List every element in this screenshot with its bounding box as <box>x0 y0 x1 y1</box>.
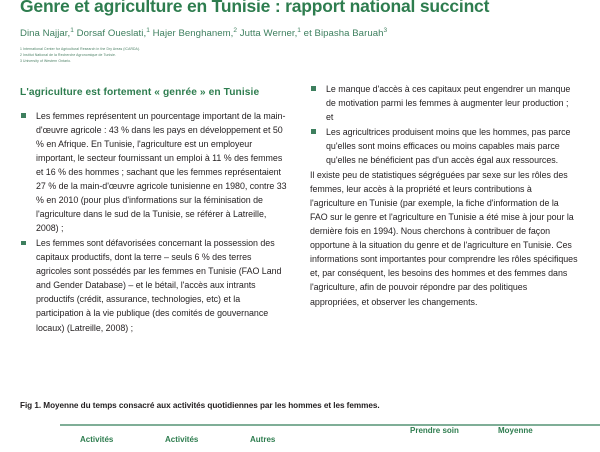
list-item: Les femmes représentent un pourcentage important de la main-d'œuvre agricole : 43 % dans les pays en développement et 50 % en Afrique. En Tunisie, l'agriculture est un employeur important, le secteur fournissant un emploi à 11 % des femmes et 16 % des hommes ; sachant que les femmes représentaient 27 % de la main-d'œuvre agricole tunisienne en 1980, contre 33 % en 2010 (pour plus d'informations sur la féminisation de l'agriculture dans le sud de la Tunisie, se référer à Latreille, 2008) ; <box>20 109 288 236</box>
right-column <box>310 82 578 336</box>
footnote-item: 2 Institut National de la Recherche Agronomique de Tunisie. <box>20 52 116 57</box>
figure-caption: Fig 1. Moyenne du temps consacré aux activités quotidiennes par les hommes et les femmes. <box>20 401 380 410</box>
author-affiliation-marker: 1 <box>70 27 74 35</box>
table-header-row <box>20 426 580 452</box>
left-column <box>20 109 288 336</box>
list-item: Les femmes sont défavorisées concernant la possession des capitaux productifs, dont la terre – seuls 6 % des terres agricoles sont possédés par les femmes en Tunisie (FAO Land and Gender Database) – et le bétail, l'accès aux intrants productifs (crédit, assurance, technologies, etc) et la participation à la vie publique (des comités de gouvernance locaux) (Latreille, 2008) ; <box>20 236 288 334</box>
figure-table <box>20 424 580 452</box>
table-column-header: Activités <box>165 434 199 444</box>
table-column-header: Activités <box>80 434 114 444</box>
author-entry: Dina Najjar,$^1$ <box>20 27 74 40</box>
author-affiliation-marker: 2 <box>233 27 238 35</box>
author-entry: Dorsaf Oueslati,$^1$ <box>73 27 150 40</box>
author-affiliation-marker: 1 <box>146 27 150 35</box>
list-item: Les agricultrices produisent moins que les hommes, pas parce qu'elles sont moins efficaces ou moins capables mais parce qu'elles ne bénéficient pas d'un accès égal aux ressources. <box>310 125 578 167</box>
right-bullet-list <box>310 82 578 167</box>
footnote-block <box>20 47 580 65</box>
author-entry: Hajer Benghanem,$^2$ <box>149 27 238 40</box>
footnote-item: 3 University of Western Ontario. <box>20 58 72 63</box>
section-heading: L'agriculture est fortement « genrée » en Tunisie <box>20 86 260 98</box>
left-bullet-list <box>20 109 288 335</box>
table-column-header: Autres <box>250 434 276 444</box>
table-column-header: Moyenne <box>498 425 533 435</box>
author-entry: Jutta Werner,$^1$ <box>237 27 301 40</box>
page-title: Genre et agriculture en Tunisie : rapport national succinct <box>20 0 490 16</box>
footnote-item: 1 International Center for Agricultural Research in the Dry Areas (ICARDA). <box>20 46 141 51</box>
table-column-header: Prendre soin <box>410 425 459 435</box>
author-entry: et Bipasha Baruah$^3$ <box>300 27 388 40</box>
list-item: Le manque d'accès à ces capitaux peut engendrer un manque de motivation parmi les femmes à augmenter leur production ; et <box>310 82 578 124</box>
right-column-paragraph: Il existe peu de statistiques ségréguées par sexe sur les rôles des femmes, leur accès à la propriété et leurs contributions à l'agriculture en Tunisie (par exemple, la fiche d'information de la FAO sur le genre et l'agriculture en Tunisie a été mise à jour pour la dernière fois en 1994). Nous cherchons à contribuer de façon opportune à la situation du genre et de l'agriculture en Tunisie. Ces informations sont importantes pour comprendre les rôles spécifiques et, par conséquent, les besoins des hommes et des femmes dans l'agriculture, afin de pouvoir répondre par des politiques appropriées, et observer les changements. <box>310 169 578 307</box>
author-line <box>20 28 580 40</box>
author-affiliation-marker: 3 <box>383 27 388 35</box>
author-affiliation-marker: 1 <box>297 27 301 35</box>
